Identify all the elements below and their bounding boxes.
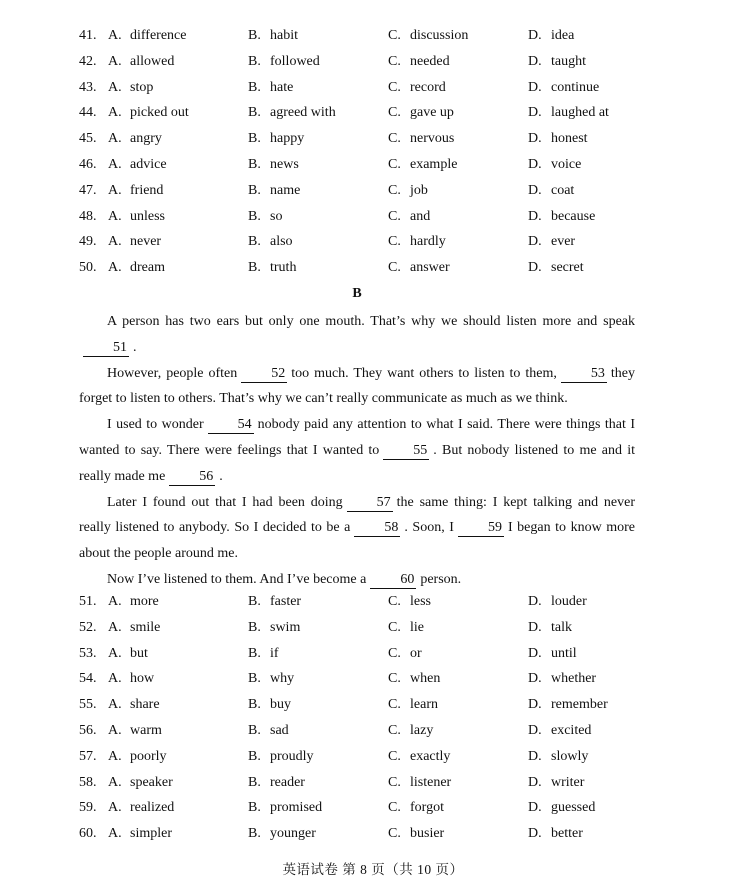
question-number: 41. — [79, 28, 97, 43]
option-letter-c: C. — [388, 105, 401, 121]
option-letter-c: C. — [388, 79, 401, 95]
option-c: job — [410, 182, 428, 198]
option-letter-b: B. — [248, 826, 261, 842]
question-number: 55. — [79, 697, 97, 713]
option-c: lie — [410, 619, 424, 635]
option-c: lazy — [410, 723, 434, 738]
option-letter-a: A. — [108, 131, 122, 147]
option-letter-d: D. — [528, 79, 542, 95]
option-letter-a: A. — [108, 697, 122, 713]
blank-55: 55 — [383, 442, 429, 460]
question-number: 59. — [79, 800, 97, 816]
blank-60: 60 — [370, 571, 416, 589]
option-c: example — [410, 157, 458, 172]
option-letter-b: B. — [248, 208, 261, 224]
option-d: because — [551, 208, 596, 224]
option-letter-a: A. — [108, 826, 122, 842]
question-number: 60. — [79, 826, 97, 842]
question-number: 52. — [79, 619, 97, 635]
option-d: whether — [551, 671, 597, 687]
option-a: angry — [130, 131, 162, 147]
option-a: never — [130, 234, 162, 250]
question-row — [0, 78, 746, 98]
option-letter-a: A. — [108, 594, 122, 609]
option-c: discussion — [410, 28, 469, 43]
option-letter-b: B. — [248, 131, 261, 147]
option-a: smile — [130, 619, 161, 635]
option-d: continue — [551, 79, 600, 95]
option-letter-c: C. — [388, 800, 401, 816]
question-row — [0, 258, 746, 278]
option-letter-c: C. — [388, 619, 401, 635]
question-number: 42. — [79, 53, 97, 69]
option-c: answer — [410, 260, 450, 276]
blank-53: 53 — [561, 365, 607, 383]
question-row — [0, 232, 746, 252]
question-number: 53. — [79, 645, 97, 661]
option-b: also — [270, 234, 293, 250]
question-row — [0, 721, 746, 741]
blank-51: 51 — [83, 339, 129, 357]
option-letter-d: D. — [528, 182, 542, 198]
option-letter-d: D. — [528, 208, 542, 224]
option-a: simpler — [130, 826, 172, 842]
option-a: dream — [130, 260, 165, 276]
option-c: less — [410, 594, 431, 609]
option-a: allowed — [130, 53, 175, 69]
option-a: unless — [130, 208, 165, 224]
option-d: ever — [551, 234, 576, 250]
option-letter-b: B. — [248, 723, 261, 738]
option-b: why — [270, 671, 295, 687]
option-letter-c: C. — [388, 774, 401, 790]
passage-paragraph-4: Later I found out that I had been doing 57 the same thing: I kept talking and never really listened to anybody. So I decided to be a 58 . Soon, I 59 I began to know more about the people around me. — [79, 494, 636, 562]
option-letter-d: D. — [528, 619, 542, 635]
question-row — [0, 181, 746, 201]
option-c: learn — [410, 697, 438, 713]
option-letter-b: B. — [248, 800, 261, 816]
option-d: coat — [551, 182, 575, 198]
blank-54: 54 — [208, 416, 254, 434]
option-letter-a: A. — [108, 79, 122, 95]
option-d: louder — [551, 594, 587, 609]
option-b: buy — [270, 697, 291, 713]
question-row — [0, 207, 746, 227]
option-a: advice — [130, 157, 167, 172]
question-row — [0, 824, 746, 844]
option-b: younger — [270, 826, 316, 842]
option-b: agreed with — [270, 105, 336, 121]
option-letter-a: A. — [108, 619, 122, 635]
option-a: more — [130, 594, 159, 609]
option-d: voice — [551, 157, 582, 172]
option-letter-c: C. — [388, 157, 401, 172]
option-letter-d: D. — [528, 28, 542, 43]
question-row — [0, 773, 746, 793]
option-letter-a: A. — [108, 723, 122, 738]
option-letter-d: D. — [528, 131, 542, 147]
option-letter-b: B. — [248, 645, 261, 661]
option-b: sad — [270, 723, 289, 738]
option-letter-b: B. — [248, 157, 261, 172]
option-c: forgot — [410, 800, 444, 816]
option-a: how — [130, 671, 155, 687]
option-c: or — [410, 645, 422, 661]
option-letter-d: D. — [528, 234, 542, 250]
option-letter-d: D. — [528, 594, 542, 609]
option-letter-a: A. — [108, 645, 122, 661]
option-letter-d: D. — [528, 157, 542, 172]
option-letter-a: A. — [108, 105, 122, 121]
question-row — [0, 798, 746, 818]
option-letter-b: B. — [248, 748, 261, 764]
option-a: picked out — [130, 105, 189, 121]
option-letter-c: C. — [388, 131, 401, 147]
blank-56: 56 — [169, 468, 215, 486]
passage-paragraph-3: I used to wonder 54 nobody paid any attention to what I said. There were things that I wanted to say. There were feelings that I wanted to 55 . But nobody listened to me and it really made me 56 . — [79, 417, 636, 484]
option-a: speaker — [130, 774, 173, 790]
option-letter-d: D. — [528, 53, 542, 69]
option-b: name — [270, 182, 301, 198]
option-letter-a: A. — [108, 800, 122, 816]
option-d: idea — [551, 28, 575, 43]
option-b: followed — [270, 53, 320, 69]
question-number: 50. — [79, 260, 97, 276]
question-row — [0, 669, 746, 689]
passage-paragraph-2: However, people often 52 too much. They want others to listen to them, 53 they forget to listen to others. That’s why we can’t really communicate as much as we think. — [79, 365, 635, 407]
option-b: promised — [270, 800, 323, 816]
option-d: slowly — [551, 748, 589, 764]
option-letter-c: C. — [388, 28, 401, 43]
option-letter-d: D. — [528, 105, 542, 121]
option-letter-c: C. — [388, 723, 401, 738]
question-row — [0, 103, 746, 123]
option-letter-d: D. — [528, 671, 542, 687]
option-letter-b: B. — [248, 697, 261, 713]
option-d: remember — [551, 697, 608, 713]
option-c: needed — [410, 53, 450, 69]
option-b: swim — [270, 619, 301, 635]
cloze-passage — [79, 309, 635, 593]
question-number: 51. — [79, 594, 97, 609]
option-c: record — [410, 79, 446, 95]
option-letter-c: C. — [388, 208, 401, 224]
option-letter-c: C. — [388, 182, 401, 198]
option-letter-c: C. — [388, 260, 401, 276]
question-number: 54. — [79, 671, 97, 687]
option-letter-a: A. — [108, 234, 122, 250]
passage-paragraph-5: Now I’ve listened to them. And I’ve become a 60 person. — [107, 571, 462, 587]
option-d: excited — [551, 723, 592, 738]
blank-58: 58 — [354, 519, 400, 537]
option-b: reader — [270, 774, 305, 790]
question-number: 57. — [79, 748, 97, 764]
option-c: when — [410, 671, 441, 687]
question-number: 48. — [79, 208, 97, 224]
question-number: 46. — [79, 157, 97, 172]
option-c: busier — [410, 826, 445, 842]
option-d: writer — [551, 774, 585, 790]
option-d: taught — [551, 53, 586, 69]
passage-paragraph-1: A person has two ears but only one mouth. That’s why we should listen more and speak51 . — [79, 309, 635, 361]
option-letter-d: D. — [528, 800, 542, 816]
option-letter-d: D. — [528, 748, 542, 764]
option-letter-a: A. — [108, 774, 122, 790]
question-row — [0, 155, 746, 175]
option-b: faster — [270, 594, 302, 609]
option-b: happy — [270, 131, 305, 147]
option-a: stop — [130, 79, 154, 95]
option-letter-c: C. — [388, 697, 401, 713]
option-d: until — [551, 645, 577, 661]
question-row — [0, 129, 746, 149]
option-letter-c: C. — [388, 594, 401, 609]
option-letter-b: B. — [248, 105, 261, 121]
option-d: laughed at — [551, 105, 609, 121]
option-letter-b: B. — [248, 594, 261, 609]
option-c: and — [410, 208, 431, 224]
blank-57: 57 — [347, 494, 393, 512]
section-b-heading: B — [352, 286, 362, 301]
option-letter-a: A. — [108, 748, 122, 764]
option-d: talk — [551, 619, 572, 635]
question-number: 49. — [79, 234, 97, 250]
option-letter-d: D. — [528, 723, 542, 738]
blank-59: 59 — [458, 519, 504, 537]
option-letter-a: A. — [108, 671, 122, 687]
option-letter-d: D. — [528, 826, 542, 842]
option-c: listener — [410, 774, 452, 790]
question-number: 43. — [79, 79, 97, 95]
option-a: warm — [130, 723, 162, 738]
page-footer: 英语试卷 第 8 页（共 10 页） — [282, 862, 464, 877]
question-row — [0, 747, 746, 767]
option-b: truth — [270, 260, 297, 276]
option-letter-a: A. — [108, 28, 122, 43]
option-b: news — [270, 157, 299, 172]
option-b: hate — [270, 79, 294, 95]
option-letter-b: B. — [248, 182, 261, 198]
option-letter-b: B. — [248, 774, 261, 790]
option-a: friend — [130, 182, 164, 198]
option-letter-b: B. — [248, 260, 261, 276]
question-row — [0, 695, 746, 715]
option-letter-d: D. — [528, 774, 542, 790]
option-b: habit — [270, 28, 298, 43]
question-row — [0, 618, 746, 638]
blank-52: 52 — [241, 365, 287, 383]
option-letter-b: B. — [248, 53, 261, 69]
option-letter-c: C. — [388, 234, 401, 250]
option-letter-b: B. — [248, 28, 261, 43]
option-d: guessed — [551, 800, 596, 816]
option-letter-c: C. — [388, 748, 401, 764]
question-row — [0, 592, 746, 612]
option-letter-a: A. — [108, 208, 122, 224]
option-letter-c: C. — [388, 53, 401, 69]
option-d: secret — [551, 260, 584, 276]
option-letter-b: B. — [248, 234, 261, 250]
option-letter-a: A. — [108, 53, 122, 69]
option-letter-d: D. — [528, 645, 542, 661]
question-number: 45. — [79, 131, 97, 147]
option-letter-c: C. — [388, 826, 401, 842]
question-row — [0, 26, 746, 46]
question-number: 44. — [79, 105, 97, 121]
option-letter-d: D. — [528, 697, 542, 713]
option-letter-a: A. — [108, 182, 122, 198]
option-c: hardly — [410, 234, 446, 250]
question-number: 56. — [79, 723, 97, 738]
option-d: better — [551, 826, 583, 842]
option-a: realized — [130, 800, 175, 816]
option-letter-c: C. — [388, 671, 401, 687]
option-letter-c: C. — [388, 645, 401, 661]
option-c: gave up — [410, 105, 454, 121]
question-number: 47. — [79, 182, 97, 198]
option-c: nervous — [410, 131, 455, 147]
option-a: but — [130, 645, 148, 661]
option-letter-b: B. — [248, 671, 261, 687]
question-row — [0, 52, 746, 72]
option-a: difference — [130, 28, 187, 43]
option-d: honest — [551, 131, 588, 147]
option-letter-d: D. — [528, 260, 542, 276]
option-a: share — [130, 697, 160, 713]
option-b: proudly — [270, 748, 314, 764]
option-letter-b: B. — [248, 619, 261, 635]
option-b: so — [270, 208, 283, 224]
option-letter-a: A. — [108, 260, 122, 276]
option-c: exactly — [410, 748, 451, 764]
option-a: poorly — [130, 748, 167, 764]
option-b: if — [270, 645, 279, 661]
option-letter-a: A. — [108, 157, 122, 172]
option-letter-b: B. — [248, 79, 261, 95]
question-number: 58. — [79, 774, 97, 790]
question-row — [0, 644, 746, 664]
